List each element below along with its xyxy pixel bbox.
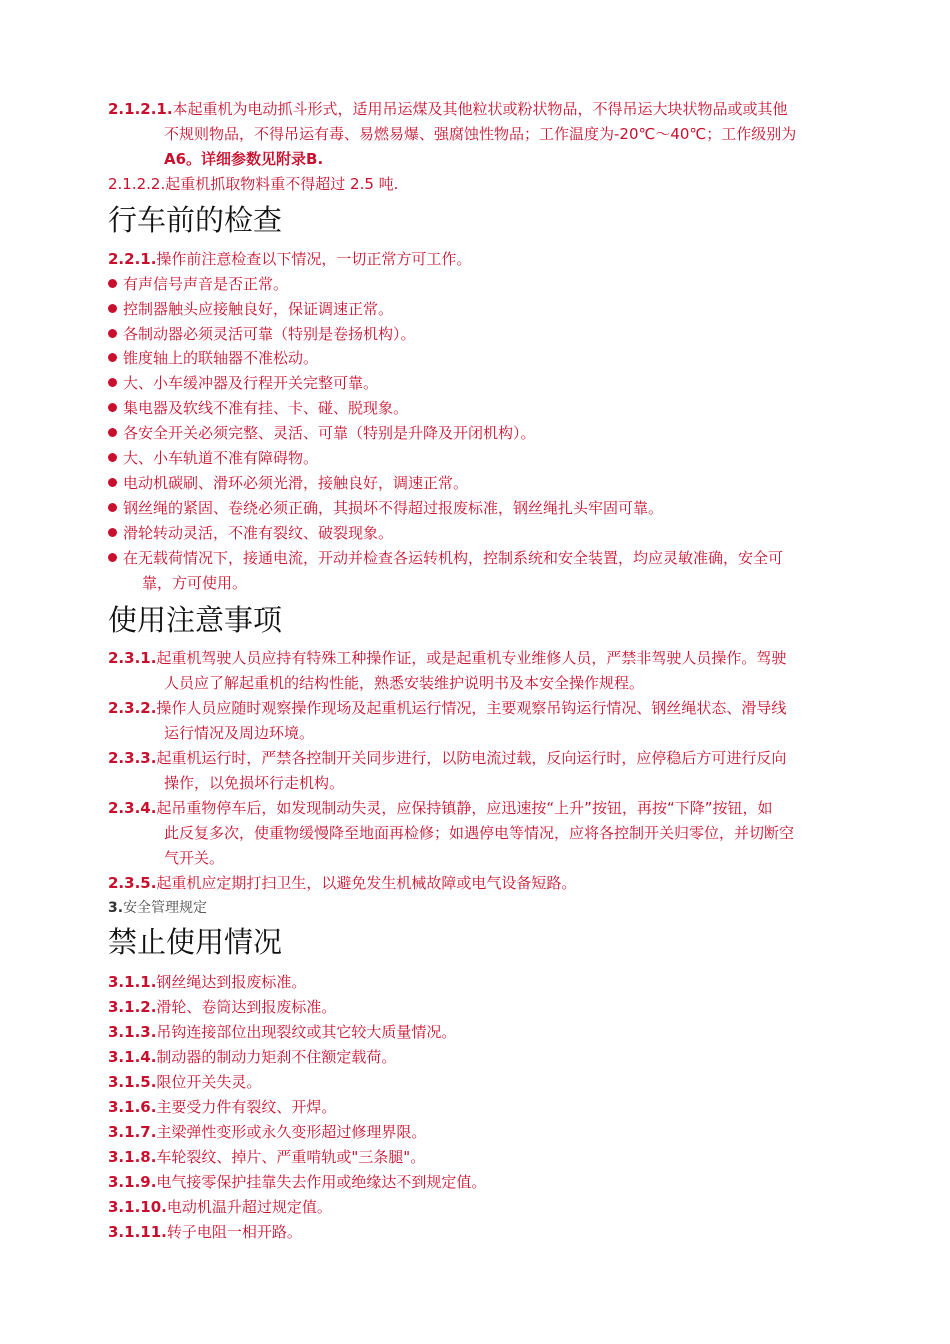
bullet-item: 电动机碳刷、滑环必须光滑，接触良好，调速正常。 [108,471,468,496]
paragraph-continuation: 运行情况及周边环境。 [164,724,315,742]
paragraph-text: 操作前注意检查以下情况，一切正常方可工作。 [156,250,472,268]
section-heading-prohibited-use: 禁止使用情况 [108,925,283,959]
bullet-icon [108,403,117,412]
paragraph-continuation: 不规则物品，不得吊运有毒、易燃易爆、强腐蚀性物品；工作温度为-20℃～40℃；工作级别为 [164,125,797,143]
bullet-item: 锥度轴上的联轴器不准松动。 [108,346,318,371]
bullet-item: 有声信号声音是否正常。 [108,272,288,297]
bullet-item: 钢丝绳的紧固、卷绕必须正确，其损坏不得超过报废标准，钢丝绳扎头牢固可靠。 [108,496,663,521]
list-item: 3.1.6.主要受力件有裂纹、开焊。 [108,1098,337,1116]
bullet-icon [108,453,117,462]
section-number: 3. [108,900,124,916]
paragraph-text: 起重机抓取物料重不得超过 2.5 吨. [165,175,399,193]
bullet-icon [108,478,117,487]
paragraph-2-3-3: 2.3.3.起重机运行时，严禁各控制开关同步进行，以防电流过载，反向运行时，应停稳后方可进行反向 [108,749,787,767]
list-item: 3.1.10.电动机温升超过规定值。 [108,1198,332,1216]
bullet-item: 在无载荷情况下，接通电流，开动并检查各运转机构，控制系统和安全装置，均应灵敏准确，安全可 [108,546,783,571]
section-title-safety-management: 3.安全管理规定 [108,900,208,916]
bullet-icon [108,378,117,387]
bullet-item: 滑轮转动灵活，不准有裂纹、破裂现象。 [108,521,393,546]
list-item: 3.1.1.钢丝绳达到报废标准。 [108,973,307,991]
bullet-icon [108,304,117,313]
paragraph-number: 2.3.4. [108,799,157,817]
section-heading-pre-check: 行车前的检查 [108,203,283,237]
bullet-item: 集电器及软线不准有挂、卡、碰、脱现象。 [108,396,408,421]
paragraph-continuation: 人员应了解起重机的结构性能，熟悉安装维护说明书及本安全操作规程。 [164,674,645,692]
bullet-icon [108,553,117,562]
list-item: 3.1.4.制动器的制动力矩刹不住额定载荷。 [108,1048,397,1066]
paragraph-continuation: A6。详细参数见附录B. [164,150,324,168]
paragraph-number: 2.3.3. [108,749,157,767]
paragraph-number: 2.1.2.2. [108,175,166,193]
paragraph-2-3-1: 2.3.1.起重机驾驶人员应持有特殊工种操作证，或是起重机专业维修人员，严禁非驾驶人员操作。驾驶 [108,649,787,667]
paragraph-2-3-4: 2.3.4.起吊重物停车后，如发现制动失灵，应保持镇静，应迅速按“上升”按钮，再按“下降”按钮，如 [108,799,773,817]
bullet-item: 各制动器必须灵活可靠（特别是卷扬机构）。 [108,322,416,347]
paragraph-number: 2.1.2.1. [108,100,173,118]
bullet-item: 控制器触头应接触良好，保证调速正常。 [108,297,393,322]
paragraph-number: 2.2.1. [108,250,157,268]
paragraph-continuation: 气开关。 [164,849,225,867]
list-item: 3.1.8.车轮裂纹、掉片、严重啃轨或"三条腿"。 [108,1148,426,1166]
paragraph-continuation: 此反复多次，使重物缓慢降至地面再检修；如遇停电等情况，应将各控制开关归零位，并切断空 [164,824,795,842]
paragraph-2-2-1 [108,247,471,272]
bullet-item: 各安全开关必须完整、灵活、可靠（特别是升降及开闭机构）。 [108,421,536,446]
bullet-icon [108,503,117,512]
paragraph-number: 2.3.5. [108,874,157,892]
section-heading-usage-notes: 使用注意事项 [108,603,283,637]
paragraph-2-1-2-2 [108,172,398,197]
bullet-icon [108,528,117,537]
paragraph-number: 2.3.1. [108,649,157,667]
bullet-item: 大、小车轨道不准有障碍物。 [108,446,318,471]
list-item: 3.1.5.限位开关失灵。 [108,1073,262,1091]
list-item: 3.1.11.转子电阻一相开路。 [108,1223,302,1241]
list-item: 3.1.7.主梁弹性变形或永久变形超过修理界限。 [108,1123,427,1141]
paragraph-2-3-5: 2.3.5.起重机应定期打扫卫生，以避免发生机械故障或电气设备短路。 [108,874,577,892]
list-item: 3.1.3.吊钩连接部位出现裂纹或其它较大质量情况。 [108,1023,457,1041]
bullet-continuation: 靠，方可使用。 [142,574,248,592]
bullet-icon [108,329,117,338]
paragraph-2-3-2: 2.3.2.操作人员应随时观察操作现场及起重机运行情况，主要观察吊钩运行情况、钢丝绳状态、滑导线 [108,699,787,717]
bullet-icon [108,353,117,362]
bullet-icon [108,279,117,288]
paragraph-number: 2.3.2. [108,699,157,717]
paragraph-text: 本起重机为电动抓斗形式，适用吊运煤及其他粒状或粉状物品，不得吊运大块状物品或或其他 [172,100,788,118]
bullet-item: 大、小车缓冲器及行程开关完整可靠。 [108,371,378,396]
list-item: 3.1.9.电气接零保护挂靠失去作用或绝缘达不到规定值。 [108,1173,487,1191]
paragraph-continuation: 操作，以免损坏行走机构。 [164,774,345,792]
paragraph-2-1-2-1 [108,97,788,122]
bullet-icon [108,428,117,437]
list-item: 3.1.2.滑轮、卷筒达到报废标准。 [108,998,337,1016]
